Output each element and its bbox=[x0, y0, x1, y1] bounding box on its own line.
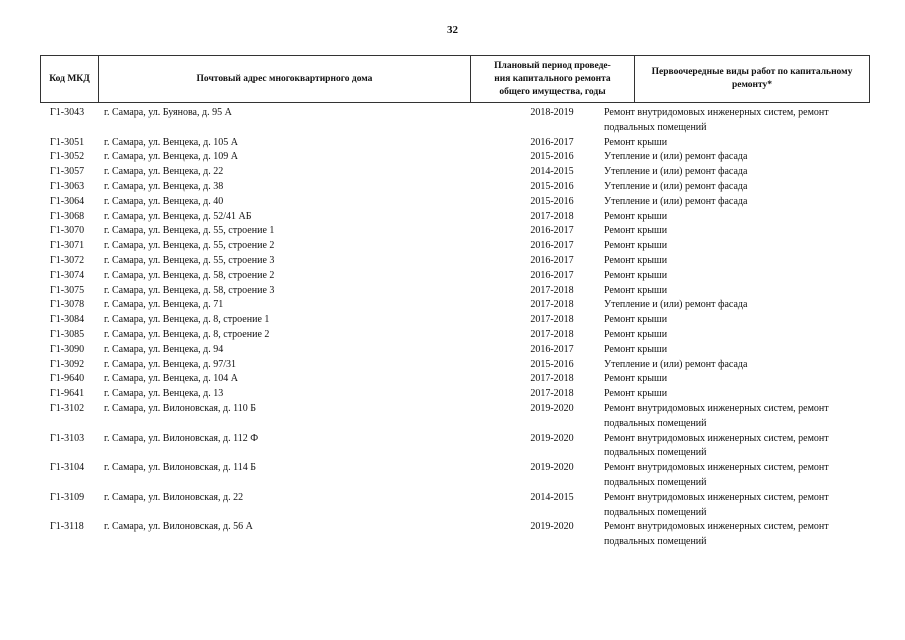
table-row bbox=[40, 106, 870, 136]
row-code: Г1-9640 bbox=[50, 373, 85, 385]
row-period: 2016-2017 bbox=[530, 254, 574, 266]
table-row bbox=[40, 372, 870, 387]
row-period: 2019-2020 bbox=[530, 402, 574, 414]
row-period: 2017-2018 bbox=[530, 314, 574, 326]
header-code: Код МКД bbox=[41, 56, 99, 102]
row-code: Г1-9641 bbox=[50, 388, 85, 400]
row-period: 2017-2018 bbox=[530, 388, 574, 400]
table-row bbox=[40, 387, 870, 402]
row-code: Г1-3118 bbox=[50, 521, 84, 533]
row-code: Г1-3064 bbox=[50, 195, 85, 207]
row-period: 2019-2020 bbox=[530, 432, 574, 444]
row-address: г. Самара, ул. Вилоновская, д. 112 Ф bbox=[104, 432, 259, 444]
row-address: г. Самара, ул. Венцека, д. 8, строение 2 bbox=[104, 328, 270, 340]
row-code: Г1-3071 bbox=[50, 240, 85, 252]
row-period: 2017-2018 bbox=[530, 210, 574, 222]
row-period: 2015-2016 bbox=[530, 151, 574, 163]
row-work: Ремонт крыши bbox=[604, 136, 668, 148]
row-address: г. Самара, ул. Венцека, д. 94 bbox=[104, 343, 224, 355]
table-row bbox=[40, 195, 870, 210]
header-period: Плановый период проведе- ния капитального ремонта общего имущества, годы bbox=[471, 56, 635, 102]
row-address: г. Самара, ул. Вилоновская, д. 110 Б bbox=[104, 402, 256, 414]
row-period: 2015-2016 bbox=[530, 195, 574, 207]
row-work: Ремонт крыши bbox=[604, 328, 668, 340]
row-work: Ремонт крыши bbox=[604, 388, 668, 400]
row-work: Утепление и (или) ремонт фасада bbox=[604, 299, 748, 311]
row-work: Ремонт крыши bbox=[604, 269, 668, 281]
row-address: г. Самара, ул. Венцека, д. 40 bbox=[104, 195, 224, 207]
row-address: г. Самара, ул. Венцека, д. 105 А bbox=[104, 136, 238, 148]
row-address: г. Самара, ул. Венцека, д. 55, строение 1 bbox=[104, 225, 275, 237]
row-work: Ремонт внутридомовых инженерных систем, ремонт подвальных помещений bbox=[604, 402, 829, 429]
row-code: Г1-3068 bbox=[50, 210, 85, 222]
row-code: Г1-3074 bbox=[50, 269, 85, 281]
table-row bbox=[40, 298, 870, 313]
row-address: г. Самара, ул. Венцека, д. 104 А bbox=[104, 373, 238, 385]
row-work: Утепление и (или) ремонт фасада bbox=[604, 180, 748, 192]
table-row bbox=[40, 239, 870, 254]
row-work: Ремонт внутридомовых инженерных систем, ремонт подвальных помещений bbox=[604, 521, 829, 548]
row-work: Ремонт внутридомовых инженерных систем, ремонт подвальных помещений bbox=[604, 432, 829, 459]
row-code: Г1-3072 bbox=[50, 254, 85, 266]
table-row bbox=[40, 520, 870, 550]
row-period: 2019-2020 bbox=[530, 521, 574, 533]
row-period: 2016-2017 bbox=[530, 136, 574, 148]
row-address: г. Самара, ул. Венцека, д. 97/31 bbox=[104, 358, 237, 370]
row-code: Г1-3070 bbox=[50, 225, 85, 237]
table-row bbox=[40, 269, 870, 284]
row-address: г. Самара, ул. Венцека, д. 58, строение 3 bbox=[104, 284, 275, 296]
table-row bbox=[40, 224, 870, 239]
header-address: Почтовый адрес многоквартирного дома bbox=[99, 56, 471, 102]
table-row bbox=[40, 165, 870, 180]
row-address: г. Самара, ул. Венцека, д. 55, строение 2 bbox=[104, 240, 275, 252]
row-code: Г1-3075 bbox=[50, 284, 85, 296]
row-period: 2017-2018 bbox=[530, 373, 574, 385]
row-address: г. Самара, ул. Вилоновская, д. 22 bbox=[104, 491, 244, 503]
row-code: Г1-3057 bbox=[50, 166, 85, 178]
row-address: г. Самара, ул. Вилоновская, д. 114 Б bbox=[104, 462, 256, 474]
row-period: 2014-2015 bbox=[530, 166, 574, 178]
row-code: Г1-3051 bbox=[50, 136, 85, 148]
row-code: Г1-3084 bbox=[50, 314, 85, 326]
row-period: 2019-2020 bbox=[530, 462, 574, 474]
table-row bbox=[40, 150, 870, 165]
row-address: г. Самара, ул. Вилоновская, д. 56 А bbox=[104, 521, 253, 533]
header-work: Первоочередные виды работ по капитальному ремонту* bbox=[651, 67, 853, 90]
table-row bbox=[40, 180, 870, 195]
table-row bbox=[40, 284, 870, 299]
row-code: Г1-3102 bbox=[50, 402, 85, 414]
row-period: 2015-2016 bbox=[530, 358, 574, 370]
row-address: г. Самара, ул. Буянова, д. 95 А bbox=[104, 107, 232, 118]
row-address: г. Самара, ул. Венцека, д. 58, строение 2 bbox=[104, 269, 275, 281]
row-code: Г1-3063 bbox=[50, 180, 85, 192]
row-address: г. Самара, ул. Венцека, д. 52/41 АБ bbox=[104, 210, 252, 222]
row-period: 2014-2015 bbox=[530, 491, 574, 503]
table-row bbox=[40, 343, 870, 358]
table-row bbox=[40, 432, 870, 462]
table-body bbox=[40, 106, 870, 550]
row-address: г. Самара, ул. Венцека, д. 38 bbox=[104, 180, 224, 192]
row-work: Ремонт крыши bbox=[604, 210, 668, 222]
row-work: Утепление и (или) ремонт фасада bbox=[604, 358, 748, 370]
table-row bbox=[40, 328, 870, 343]
row-period: 2016-2017 bbox=[530, 269, 574, 281]
row-work: Ремонт крыши bbox=[604, 254, 668, 266]
row-address: г. Самара, ул. Венцека, д. 109 А bbox=[104, 151, 238, 163]
row-code: Г1-3104 bbox=[50, 462, 85, 474]
row-work: Утепление и (или) ремонт фасада bbox=[604, 195, 748, 207]
row-code: Г1-3092 bbox=[50, 358, 85, 370]
table-row bbox=[40, 254, 870, 269]
row-code: Г1-3103 bbox=[50, 432, 85, 444]
row-work: Ремонт внутридомовых инженерных систем, ремонт подвальных помещений bbox=[604, 462, 829, 488]
row-code: Г1-3043 bbox=[50, 107, 85, 118]
row-code: Г1-3078 bbox=[50, 299, 85, 311]
row-work: Ремонт крыши bbox=[604, 240, 668, 252]
table-row bbox=[40, 491, 870, 521]
row-work: Ремонт внутридомовых инженерных систем, ремонт подвальных помещений bbox=[604, 491, 829, 518]
row-period: 2015-2016 bbox=[530, 180, 574, 192]
row-period: 2016-2017 bbox=[530, 240, 574, 252]
row-work: Ремонт крыши bbox=[604, 225, 668, 237]
table-header bbox=[40, 55, 870, 103]
row-period: 2016-2017 bbox=[530, 343, 574, 355]
row-period: 2018-2019 bbox=[530, 107, 574, 118]
table-row bbox=[40, 402, 870, 432]
row-work: Ремонт крыши bbox=[604, 373, 668, 385]
row-address: г. Самара, ул. Венцека, д. 13 bbox=[104, 388, 224, 400]
row-address: г. Самара, ул. Венцека, д. 22 bbox=[104, 166, 224, 178]
page-number: 32 bbox=[447, 24, 458, 36]
row-work: Ремонт крыши bbox=[604, 284, 668, 296]
table-row bbox=[40, 461, 870, 491]
row-work: Утепление и (или) ремонт фасада bbox=[604, 166, 748, 178]
row-work: Ремонт крыши bbox=[604, 343, 668, 355]
table-row bbox=[40, 210, 870, 225]
row-period: 2017-2018 bbox=[530, 299, 574, 311]
row-code: Г1-3090 bbox=[50, 343, 85, 355]
row-address: г. Самара, ул. Венцека, д. 55, строение 3 bbox=[104, 254, 275, 266]
row-code: Г1-3052 bbox=[50, 151, 85, 163]
table-row bbox=[40, 313, 870, 328]
row-work: Утепление и (или) ремонт фасада bbox=[604, 151, 748, 163]
row-work: Ремонт внутридомовых инженерных систем, ремонт подвальных помещений bbox=[604, 107, 829, 133]
row-work: Ремонт крыши bbox=[604, 314, 668, 326]
row-code: Г1-3109 bbox=[50, 491, 85, 503]
row-period: 2017-2018 bbox=[530, 284, 574, 296]
row-period: 2017-2018 bbox=[530, 328, 574, 340]
row-address: г. Самара, ул. Венцека, д. 71 bbox=[104, 299, 224, 311]
table-row bbox=[40, 136, 870, 151]
row-code: Г1-3085 bbox=[50, 328, 85, 340]
row-period: 2016-2017 bbox=[530, 225, 574, 237]
table-row bbox=[40, 358, 870, 373]
row-address: г. Самара, ул. Венцека, д. 8, строение 1 bbox=[104, 314, 270, 326]
